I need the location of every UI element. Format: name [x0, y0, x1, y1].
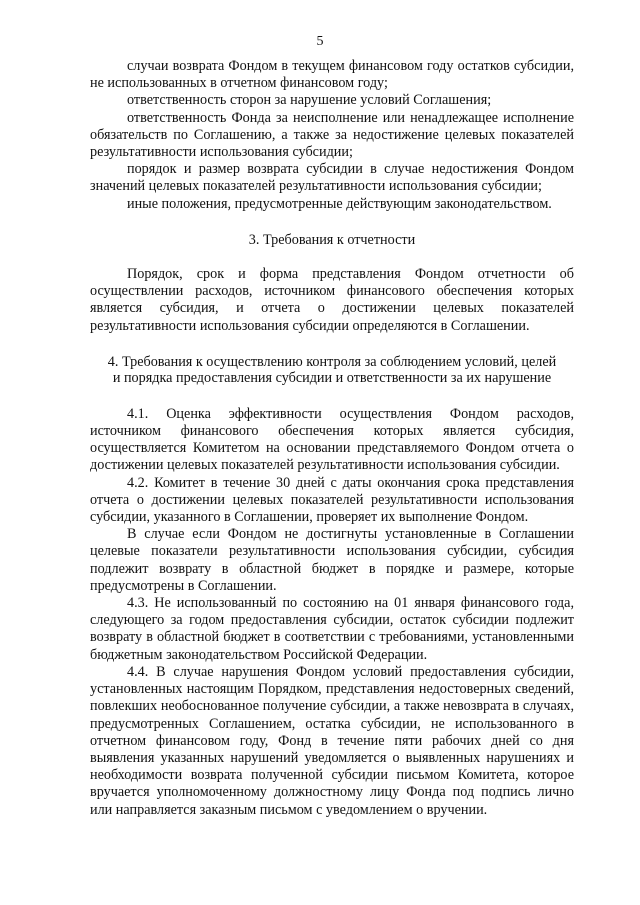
page-content	[90, 58, 574, 819]
section-4-heading-line-2: и порядка предоставления субсидии и ответственности за их нарушение	[112, 370, 552, 387]
paragraph-4-4: 4.4. В случае нарушения Фондом условий предоставления субсидии, установленных настоящим Порядком, представления недостоверных сведений, повлекших необоснованное получение субсидии, а также невозврата в случаях, предусмотренных Соглашением, остатка субсидии, не использованного в отчетном финансовом году, Фонд в течение пяти рабочих дней со дня выявления указанных нарушений уведомляется о выявленных нарушениях и необходимости возврата полученной субсидии письмом Комитета, которое вручается уполномоченному должностному лицу Фонда под подпись лично или направляется заказным письмом с уведомлением о вручении.	[90, 663, 574, 818]
paragraph-4-2-continued: В случае если Фондом не достигнуты установленные в Соглашении целевые показатели результативности использования субсидии, субсидия подлежит возврату в областной бюджет в порядке и размере, которые предусмотрены в Соглашении.	[90, 526, 574, 594]
list-item: случаи возврата Фондом в текущем финансовом году остатков субсидии, не использованных в отчетном финансовом году;	[90, 58, 574, 92]
page-number: 5	[316, 34, 324, 49]
section-4-heading	[90, 354, 574, 387]
paragraph-4-3: 4.3. Не использованный по состоянию на 01 января финансового года, следующего за годом предоставления субсидии, остаток субсидии подлежит возврату в областной бюджет в соответствии с требованиями, установленными бюджетным законодательством Российской Федерации.	[90, 595, 574, 663]
list-item: ответственность Фонда за неисполнение или ненадлежащее исполнение обязательств по Соглашению, а также за недостижение целевых показателей результативности использования субсидии;	[90, 109, 574, 161]
list-item: иные положения, предусмотренные действующим законодательством.	[127, 195, 552, 212]
paragraph-4-1: 4.1. Оценка эффективности осуществления Фондом расходов, источником финансового обеспечения которых является субсидия, осуществляется Комитетом на основании представляемого Фондом отчета о достижении целевых показателей результативности использования субсидии.	[90, 405, 574, 474]
list-item: порядок и размер возврата субсидии в случае недостижения Фондом значений целевых показателей результативности использования субсидии;	[90, 161, 574, 195]
paragraph-4-2: 4.2. Комитет в течение 30 дней с даты окончания срока представления отчета о достижении целевых показателей результативности использования субсидии, указанного в Соглашении, проверяет их выполнение Фондом.	[90, 474, 574, 526]
list-item: ответственность сторон за нарушение условий Соглашения;	[127, 92, 492, 109]
section-3-heading: 3. Требования к отчетности	[248, 231, 416, 248]
section-4-heading-line-1: 4. Требования к осуществлению контроля за соблюдением условий, целей	[107, 353, 557, 370]
section-3-paragraph: Порядок, срок и форма представления Фондом отчетности об осуществлении расходов, источником финансового обеспечения которых является субсидия, и отчета о достижении целевых показателей результативности использования субсидии определяются в Соглашении.	[90, 266, 574, 334]
